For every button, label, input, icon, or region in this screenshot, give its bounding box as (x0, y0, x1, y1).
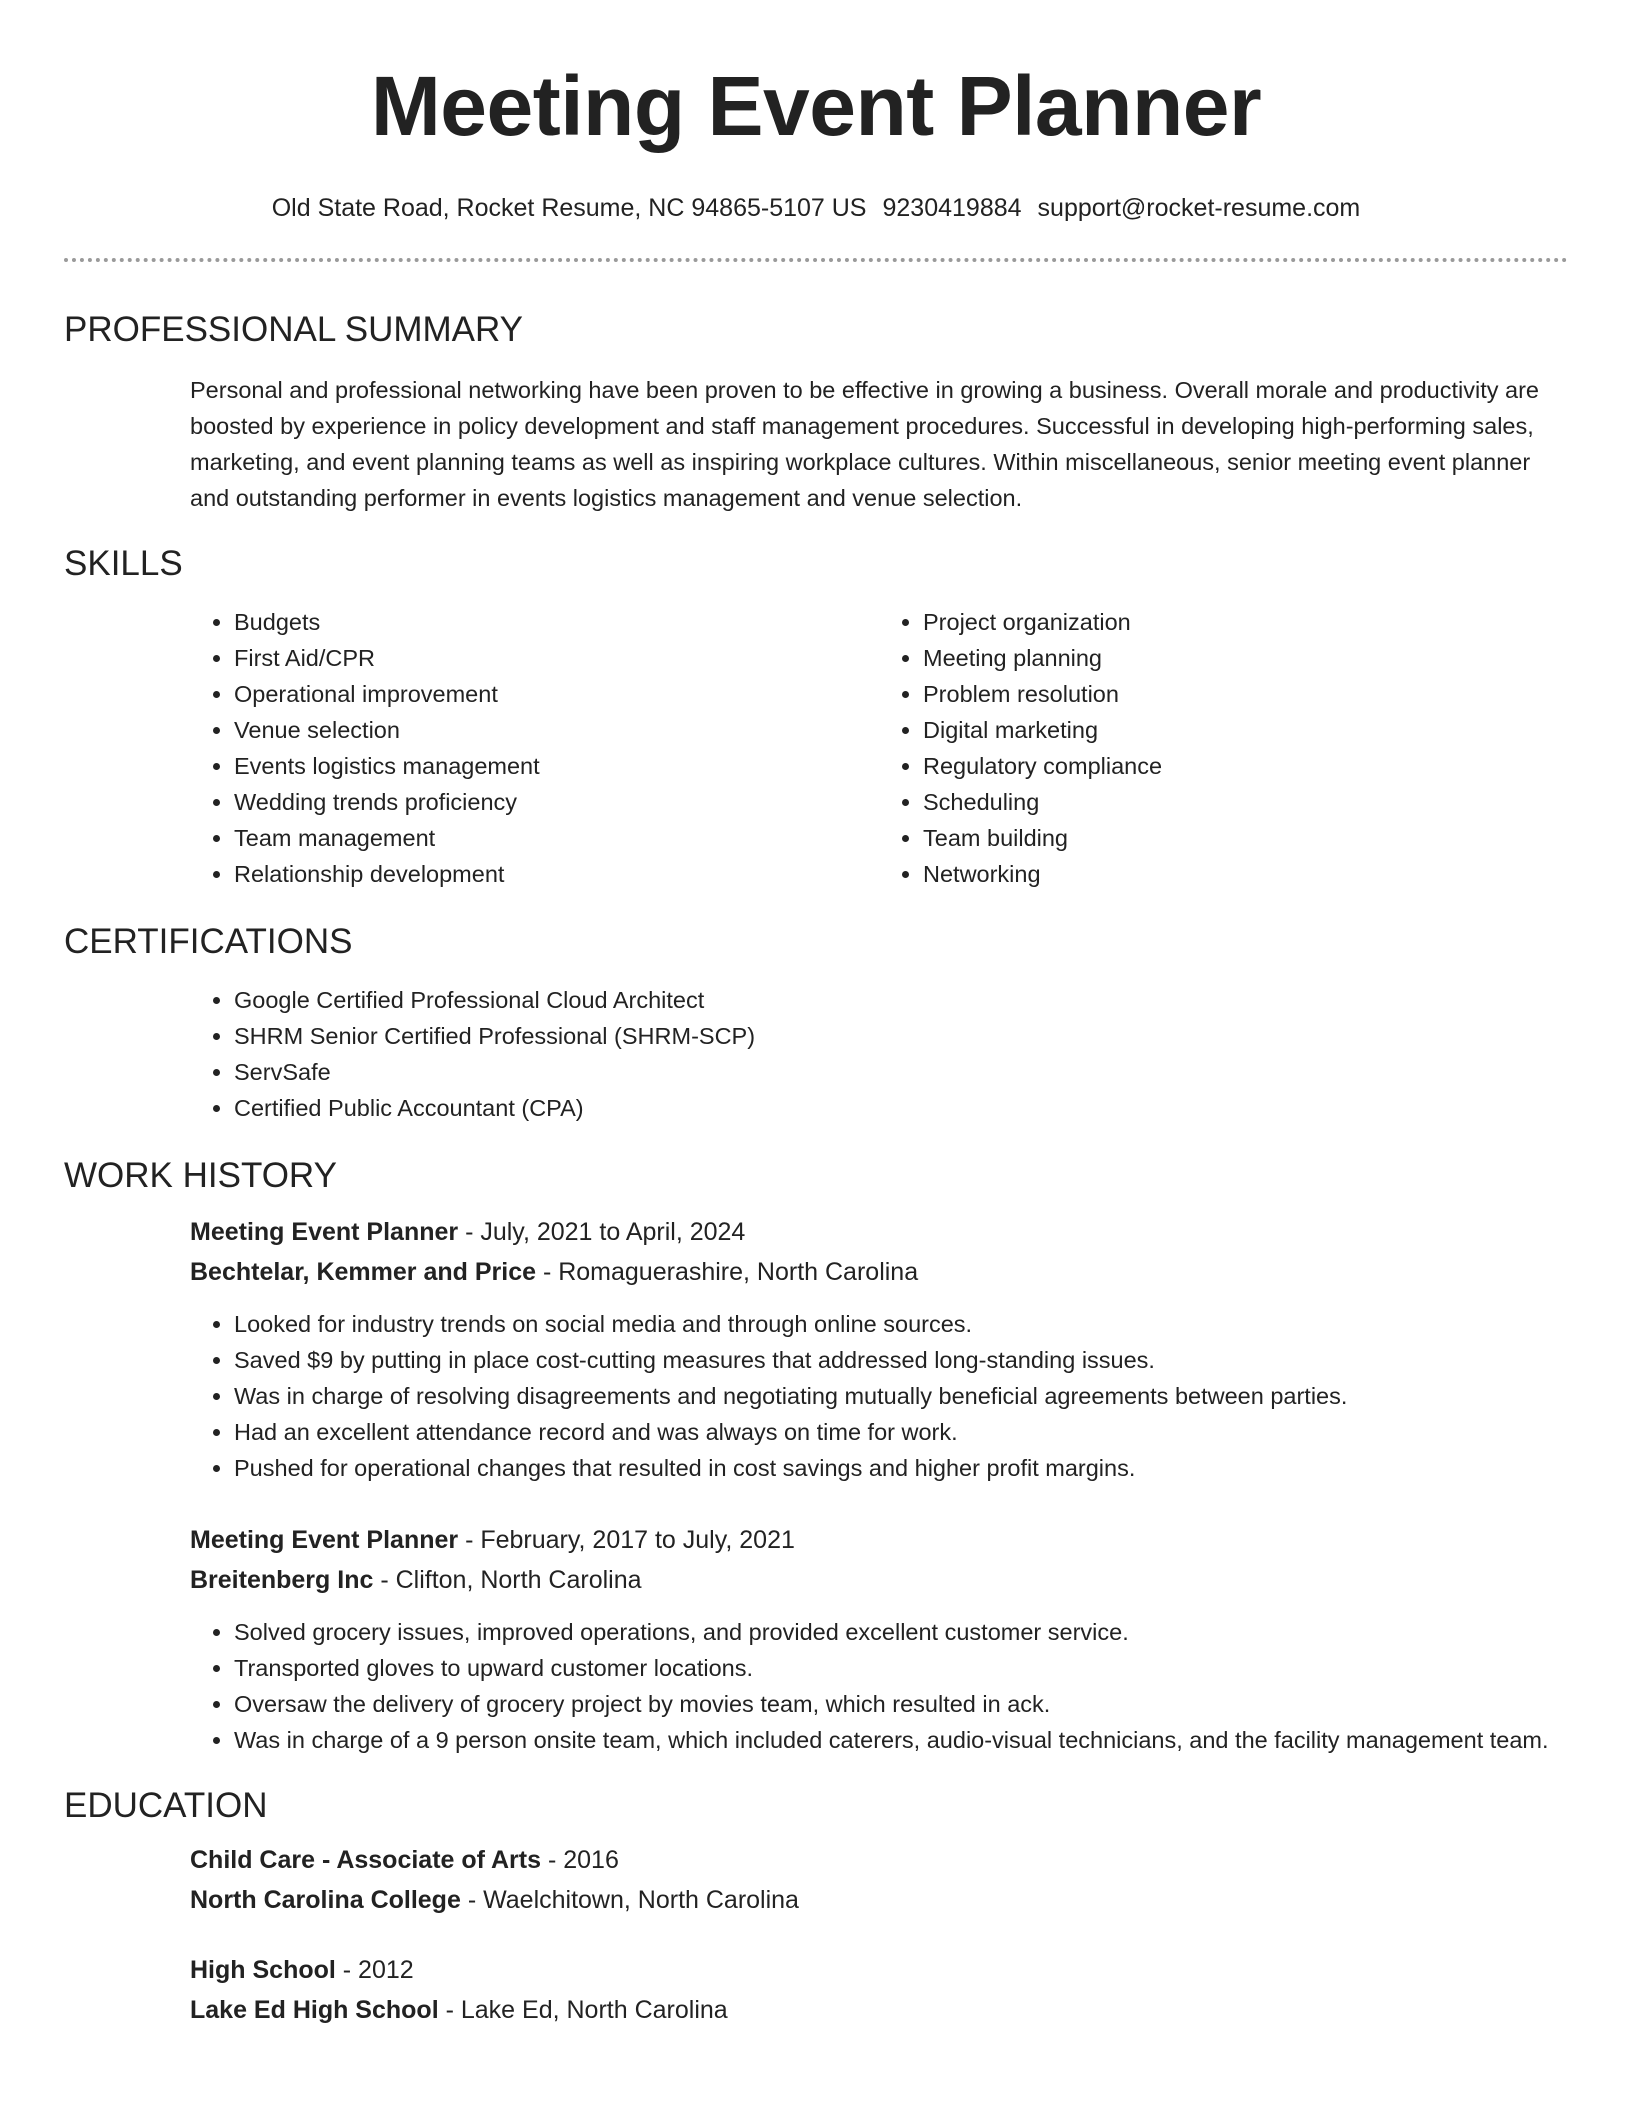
job-entry (190, 1212, 1568, 1486)
job-title-line (190, 1520, 1568, 1560)
job-location: - Clifton, North Carolina (373, 1566, 642, 1594)
education-school-line (190, 1990, 1568, 2030)
education-degree-line (190, 1840, 1568, 1880)
education-school: Lake Ed High School (190, 1996, 439, 2024)
resume-name: Meeting Event Planner (370, 59, 1262, 153)
skill-item: • Digital marketing (923, 712, 1568, 748)
job-bullet: • Saved $9 by putting in place cost-cutting measures that addressed long-standing issues. (234, 1342, 1568, 1378)
job-bullet: • Was in charge of a 9 person onsite team, which included caterers, audio-visual technicians, and the facility management team. (234, 1722, 1568, 1758)
certification-item: • ServSafe (234, 1054, 1568, 1090)
job-dates: - February, 2017 to July, 2021 (458, 1526, 795, 1554)
skill-item: • Project organization (923, 604, 1568, 640)
skill-item: • Team management (234, 820, 879, 856)
contact-phone: 9230419884 (882, 194, 1022, 222)
education-degree: Child Care - Associate of Arts (190, 1846, 542, 1874)
education-school: North Carolina College (190, 1886, 461, 1914)
job-bullets (190, 1306, 1568, 1486)
skill-item: • First Aid/CPR (234, 640, 879, 676)
job-bullet: • Looked for industry trends on social media and through online sources. (234, 1306, 1568, 1342)
summary-text: Personal and professional networking have been proven to be effective in growing a business. Overall morale and productivity are boosted by experience in policy development and staff management procedures. Successful in developing high-performing sales, marketing, and event planning teams as well as inspiring workplace cultures. Within miscellaneous, senior meeting event planner and outstanding performer in events logistics management and venue selection. (190, 377, 1539, 511)
skill-item: • Scheduling (923, 784, 1568, 820)
summary-heading: PROFESSIONAL SUMMARY (64, 310, 523, 349)
skills-right-list (879, 604, 1568, 892)
work-history-section (64, 1154, 1568, 1758)
education-entry (190, 1840, 1568, 1920)
certification-item: • Google Certified Professional Cloud Architect (234, 982, 1568, 1018)
certification-item: • SHRM Senior Certified Professional (SHRM-SCP) (234, 1018, 1568, 1054)
job-title: Meeting Event Planner (190, 1218, 459, 1246)
job-company-line (190, 1560, 1568, 1600)
skill-item: • Events logistics management (234, 748, 879, 784)
skill-item: • Team building (923, 820, 1568, 856)
job-title-line (190, 1212, 1568, 1252)
job-bullet: • Oversaw the delivery of grocery project by movies team, which resulted in ack. (234, 1686, 1568, 1722)
skill-item: • Wedding trends proficiency (234, 784, 879, 820)
job-bullet: • Had an excellent attendance record and was always on time for work. (234, 1414, 1568, 1450)
job-bullet: • Solved grocery issues, improved operations, and provided excellent customer service. (234, 1614, 1568, 1650)
job-location: - Romaguerashire, North Carolina (536, 1258, 919, 1286)
certifications-list (190, 982, 1568, 1126)
job-title: Meeting Event Planner (190, 1526, 459, 1554)
skill-item: • Networking (923, 856, 1568, 892)
job-bullet: • Was in charge of resolving disagreements and negotiating mutually beneficial agreements between parties. (234, 1378, 1568, 1414)
job-bullets (190, 1614, 1568, 1758)
job-dates: - July, 2021 to April, 2024 (458, 1218, 746, 1246)
skill-item: • Regulatory compliance (923, 748, 1568, 784)
education-year: - 2016 (541, 1846, 619, 1874)
skill-item: • Venue selection (234, 712, 879, 748)
job-bullet: • Pushed for operational changes that resulted in cost savings and higher profit margins. (234, 1450, 1568, 1486)
job-company-line (190, 1252, 1568, 1292)
education-school-line (190, 1880, 1568, 1920)
job-company: Bechtelar, Kemmer and Price (190, 1258, 536, 1286)
job-entry (190, 1520, 1568, 1758)
work-history-heading: WORK HISTORY (64, 1156, 337, 1195)
skills-heading: SKILLS (64, 544, 183, 583)
skill-item: • Meeting planning (923, 640, 1568, 676)
contact-line (64, 192, 1568, 224)
education-location: - Waelchitown, North Carolina (460, 1886, 799, 1914)
education-degree-line (190, 1950, 1568, 1990)
education-degree: High School (190, 1956, 336, 1984)
job-company: Breitenberg Inc (190, 1566, 374, 1594)
education-location: - Lake Ed, North Carolina (438, 1996, 728, 2024)
contact-email: support@rocket-resume.com (1037, 194, 1361, 222)
job-bullet: • Transported gloves to upward customer locations. (234, 1650, 1568, 1686)
skills-left-list (190, 604, 879, 892)
contact-address: Old State Road, Rocket Resume, NC 94865-5107 US (271, 194, 867, 222)
certifications-heading: CERTIFICATIONS (64, 922, 353, 961)
certification-item: • Certified Public Accountant (CPA) (234, 1090, 1568, 1126)
skills-section (64, 542, 1568, 892)
skill-item: • Problem resolution (923, 676, 1568, 712)
summary-section (64, 308, 1568, 516)
education-year: - 2012 (335, 1956, 414, 1984)
skill-item: • Relationship development (234, 856, 879, 892)
education-section (64, 1784, 1568, 2030)
certifications-section (64, 920, 1568, 1126)
education-heading: EDUCATION (64, 1786, 268, 1825)
skills-columns (190, 604, 1568, 892)
skill-item: • Budgets (234, 604, 879, 640)
education-entry (190, 1950, 1568, 2030)
skill-item: • Operational improvement (234, 676, 879, 712)
header-divider (64, 258, 1568, 262)
